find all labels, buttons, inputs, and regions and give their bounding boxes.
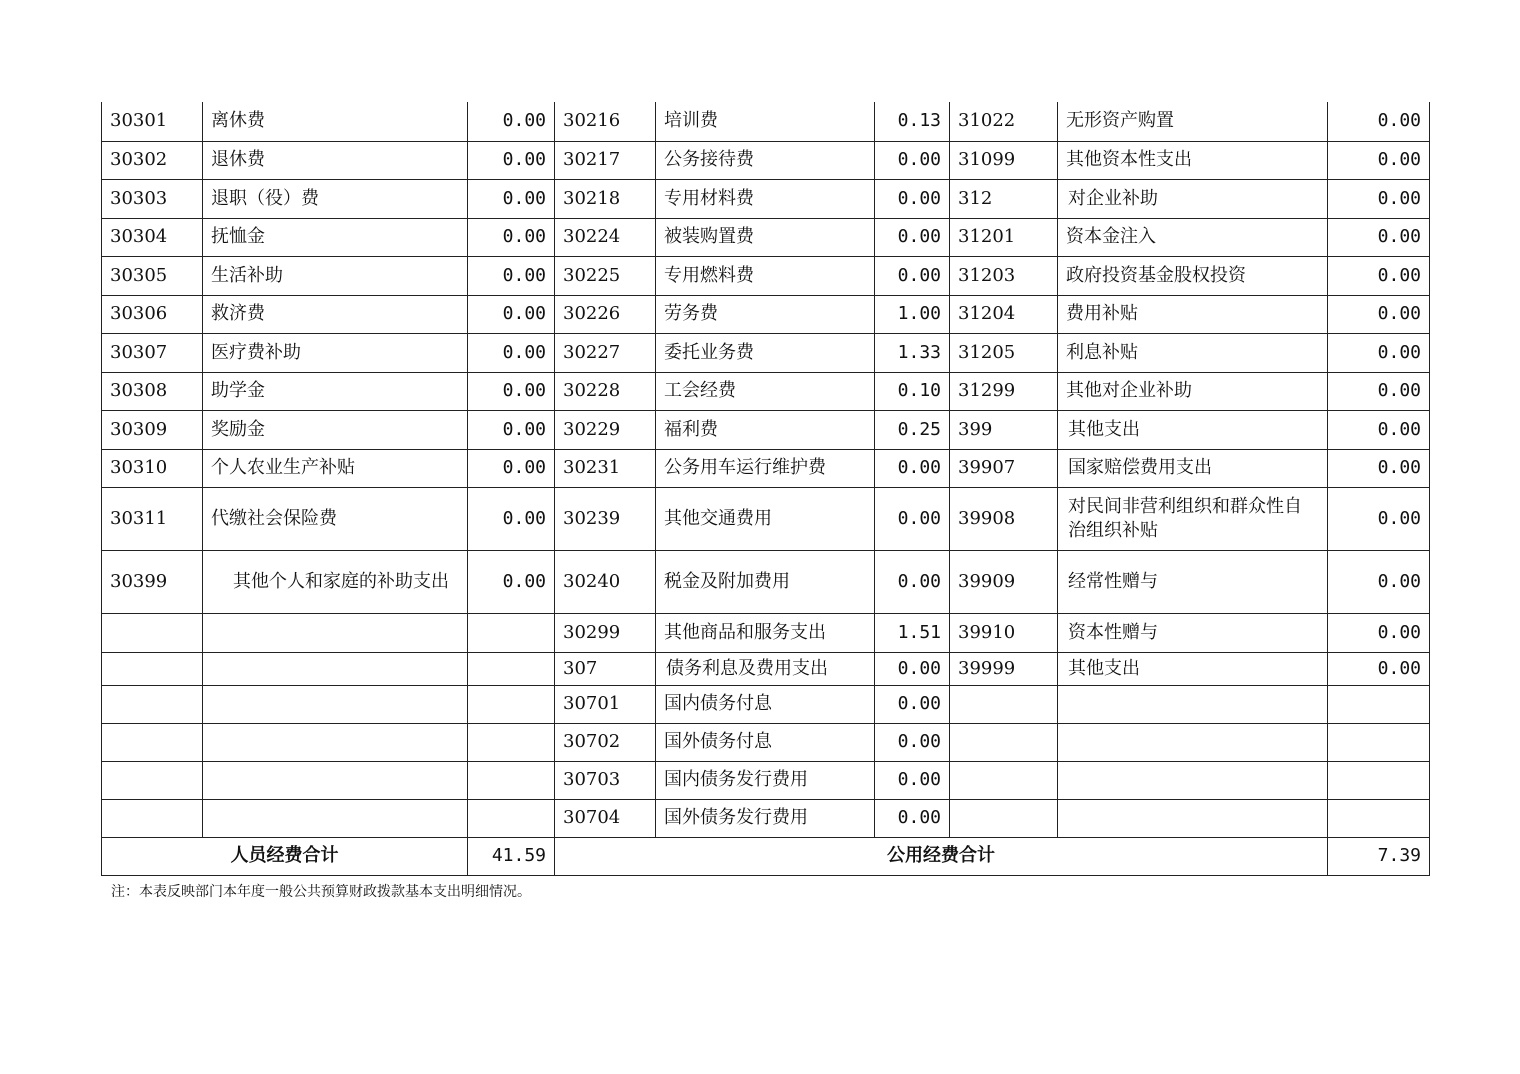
item-code: 30308 <box>102 372 203 410</box>
item-name <box>1058 723 1328 761</box>
item-amount <box>1328 685 1430 723</box>
item-code <box>950 761 1058 799</box>
item-name: 奖励金 <box>203 410 468 449</box>
item-name: 被装购置费 <box>656 218 875 256</box>
item-name: 债务利息及费用支出 <box>656 652 875 685</box>
item-code <box>950 799 1058 837</box>
item-name <box>203 799 468 837</box>
item-amount <box>468 652 555 685</box>
personnel-total-value: 41.59 <box>468 837 555 875</box>
item-name: 退职（役）费 <box>203 179 468 218</box>
item-code: 30302 <box>102 141 203 179</box>
item-code: 30224 <box>555 218 656 256</box>
item-amount: 1.51 <box>875 613 950 652</box>
item-name <box>203 652 468 685</box>
item-amount: 0.00 <box>468 449 555 487</box>
item-amount: 0.00 <box>1328 372 1430 410</box>
item-amount: 0.10 <box>875 372 950 410</box>
item-code: 30306 <box>102 295 203 333</box>
item-name: 其他支出 <box>1058 410 1328 449</box>
item-code: 30229 <box>555 410 656 449</box>
table-row <box>102 487 1430 550</box>
item-amount <box>468 723 555 761</box>
table-note: 注：本表反映部门本年度一般公共预算财政拨款基本支出明细情况。 <box>111 884 531 900</box>
item-name <box>1058 685 1328 723</box>
public-total-label: 公用经费合计 <box>555 837 1328 875</box>
item-code: 30301 <box>102 102 203 141</box>
item-name <box>203 723 468 761</box>
table-row <box>102 372 1430 410</box>
item-name: 其他商品和服务支出 <box>656 613 875 652</box>
item-name: 助学金 <box>203 372 468 410</box>
table-row <box>102 761 1430 799</box>
item-code: 30228 <box>555 372 656 410</box>
item-name: 其他资本性支出 <box>1058 141 1328 179</box>
item-code: 31205 <box>950 333 1058 372</box>
item-code: 30701 <box>555 685 656 723</box>
item-code: 30307 <box>102 333 203 372</box>
item-name: 政府投资基金股权投资 <box>1058 256 1328 295</box>
item-amount: 0.00 <box>1328 550 1430 613</box>
item-name: 工会经费 <box>656 372 875 410</box>
item-code: 30704 <box>555 799 656 837</box>
table-body <box>102 102 1430 875</box>
item-name: 公务用车运行维护费 <box>656 449 875 487</box>
item-name <box>1058 799 1328 837</box>
item-name: 其他个人和家庭的补助支出 <box>203 550 468 613</box>
item-code: 30311 <box>102 487 203 550</box>
table-row <box>102 550 1430 613</box>
item-code: 39999 <box>950 652 1058 685</box>
item-amount: 0.00 <box>875 449 950 487</box>
table-row <box>102 613 1430 652</box>
item-code: 30303 <box>102 179 203 218</box>
item-code <box>102 761 203 799</box>
item-amount <box>1328 799 1430 837</box>
item-amount: 0.00 <box>468 295 555 333</box>
item-name <box>203 685 468 723</box>
item-amount: 0.00 <box>875 179 950 218</box>
item-amount: 1.33 <box>875 333 950 372</box>
item-code: 30226 <box>555 295 656 333</box>
item-code <box>102 685 203 723</box>
item-amount: 0.00 <box>875 141 950 179</box>
item-name: 资本性赠与 <box>1058 613 1328 652</box>
table-row <box>102 333 1430 372</box>
item-amount: 0.00 <box>875 652 950 685</box>
item-name: 生活补助 <box>203 256 468 295</box>
item-amount: 0.00 <box>468 410 555 449</box>
item-code: 31201 <box>950 218 1058 256</box>
item-code <box>102 613 203 652</box>
table-row <box>102 218 1430 256</box>
item-code: 39910 <box>950 613 1058 652</box>
item-amount: 0.00 <box>468 179 555 218</box>
item-code: 30304 <box>102 218 203 256</box>
item-code: 30702 <box>555 723 656 761</box>
item-name: 其他交通费用 <box>656 487 875 550</box>
item-amount: 0.00 <box>468 333 555 372</box>
table-row <box>102 295 1430 333</box>
item-code: 307 <box>555 652 656 685</box>
item-amount: 0.00 <box>468 102 555 141</box>
item-name <box>203 761 468 799</box>
item-amount: 0.00 <box>1328 179 1430 218</box>
item-amount: 0.00 <box>1328 410 1430 449</box>
item-name: 劳务费 <box>656 295 875 333</box>
table-row <box>102 102 1430 141</box>
item-amount: 0.00 <box>468 218 555 256</box>
item-amount: 0.00 <box>1328 256 1430 295</box>
item-amount: 0.00 <box>875 761 950 799</box>
item-name: 救济费 <box>203 295 468 333</box>
item-amount: 0.00 <box>468 487 555 550</box>
item-code: 30703 <box>555 761 656 799</box>
item-code: 30399 <box>102 550 203 613</box>
item-amount: 0.00 <box>1328 295 1430 333</box>
item-name: 国外债务发行费用 <box>656 799 875 837</box>
item-code: 31022 <box>950 102 1058 141</box>
item-code: 30310 <box>102 449 203 487</box>
item-code: 31204 <box>950 295 1058 333</box>
item-name: 抚恤金 <box>203 218 468 256</box>
item-code: 39907 <box>950 449 1058 487</box>
item-amount: 0.00 <box>875 256 950 295</box>
item-name: 其他支出 <box>1058 652 1328 685</box>
item-name <box>203 613 468 652</box>
item-amount: 0.00 <box>468 550 555 613</box>
item-code: 31099 <box>950 141 1058 179</box>
item-name: 医疗费补助 <box>203 333 468 372</box>
item-amount: 0.00 <box>1328 613 1430 652</box>
item-code: 30239 <box>555 487 656 550</box>
item-code <box>102 652 203 685</box>
item-name: 国内债务付息 <box>656 685 875 723</box>
item-amount: 0.00 <box>1328 141 1430 179</box>
item-code: 30240 <box>555 550 656 613</box>
item-amount: 0.00 <box>875 550 950 613</box>
item-amount: 0.13 <box>875 102 950 141</box>
table-row <box>102 256 1430 295</box>
item-code: 30299 <box>555 613 656 652</box>
table-row <box>102 179 1430 218</box>
item-code: 31299 <box>950 372 1058 410</box>
item-amount <box>468 613 555 652</box>
item-code: 31203 <box>950 256 1058 295</box>
expenditure-table <box>101 102 1430 876</box>
item-name: 专用材料费 <box>656 179 875 218</box>
item-name: 国外债务付息 <box>656 723 875 761</box>
item-code: 30227 <box>555 333 656 372</box>
table-row <box>102 685 1430 723</box>
item-code <box>950 723 1058 761</box>
item-code: 30231 <box>555 449 656 487</box>
item-name: 福利费 <box>656 410 875 449</box>
item-amount: 0.00 <box>468 372 555 410</box>
item-code: 30225 <box>555 256 656 295</box>
item-amount <box>468 761 555 799</box>
item-code: 30216 <box>555 102 656 141</box>
item-amount: 0.00 <box>1328 449 1430 487</box>
item-amount: 0.00 <box>1328 487 1430 550</box>
item-amount: 0.00 <box>1328 652 1430 685</box>
personnel-total-label: 人员经费合计 <box>102 837 468 875</box>
table-row <box>102 652 1430 685</box>
item-name: 对企业补助 <box>1058 179 1328 218</box>
item-amount <box>468 685 555 723</box>
item-name: 无形资产购置 <box>1058 102 1328 141</box>
item-name: 专用燃料费 <box>656 256 875 295</box>
item-amount: 0.25 <box>875 410 950 449</box>
item-amount: 0.00 <box>875 218 950 256</box>
item-amount: 0.00 <box>875 685 950 723</box>
item-code: 30218 <box>555 179 656 218</box>
item-name: 培训费 <box>656 102 875 141</box>
item-name: 资本金注入 <box>1058 218 1328 256</box>
item-code: 39908 <box>950 487 1058 550</box>
item-name: 利息补贴 <box>1058 333 1328 372</box>
item-code: 30309 <box>102 410 203 449</box>
item-name: 国内债务发行费用 <box>656 761 875 799</box>
item-name: 代缴社会保险费 <box>203 487 468 550</box>
item-code <box>102 799 203 837</box>
item-code <box>102 723 203 761</box>
item-name: 税金及附加费用 <box>656 550 875 613</box>
item-name: 离休费 <box>203 102 468 141</box>
item-name: 经常性赠与 <box>1058 550 1328 613</box>
item-amount <box>1328 723 1430 761</box>
table-row <box>102 410 1430 449</box>
table-row <box>102 449 1430 487</box>
item-name: 个人农业生产补贴 <box>203 449 468 487</box>
item-amount: 0.00 <box>875 723 950 761</box>
item-code <box>950 685 1058 723</box>
item-amount: 0.00 <box>1328 218 1430 256</box>
item-amount: 0.00 <box>875 487 950 550</box>
item-amount: 1.00 <box>875 295 950 333</box>
table-row <box>102 723 1430 761</box>
item-name: 国家赔偿费用支出 <box>1058 449 1328 487</box>
item-amount: 0.00 <box>1328 333 1430 372</box>
item-name: 委托业务费 <box>656 333 875 372</box>
item-name: 其他对企业补助 <box>1058 372 1328 410</box>
totals-row <box>102 837 1430 875</box>
item-code: 312 <box>950 179 1058 218</box>
public-total-value: 7.39 <box>1328 837 1430 875</box>
item-amount <box>468 799 555 837</box>
item-name: 退休费 <box>203 141 468 179</box>
item-name: 费用补贴 <box>1058 295 1328 333</box>
item-amount: 0.00 <box>875 799 950 837</box>
item-amount <box>1328 761 1430 799</box>
table-row <box>102 799 1430 837</box>
table-row <box>102 141 1430 179</box>
item-name: 公务接待费 <box>656 141 875 179</box>
item-name <box>1058 761 1328 799</box>
item-name: 对民间非营利组织和群众性自治组织补贴 <box>1058 487 1328 550</box>
item-code: 30305 <box>102 256 203 295</box>
item-code: 39909 <box>950 550 1058 613</box>
item-amount: 0.00 <box>468 256 555 295</box>
item-amount: 0.00 <box>1328 102 1430 141</box>
item-amount: 0.00 <box>468 141 555 179</box>
item-code: 399 <box>950 410 1058 449</box>
item-code: 30217 <box>555 141 656 179</box>
